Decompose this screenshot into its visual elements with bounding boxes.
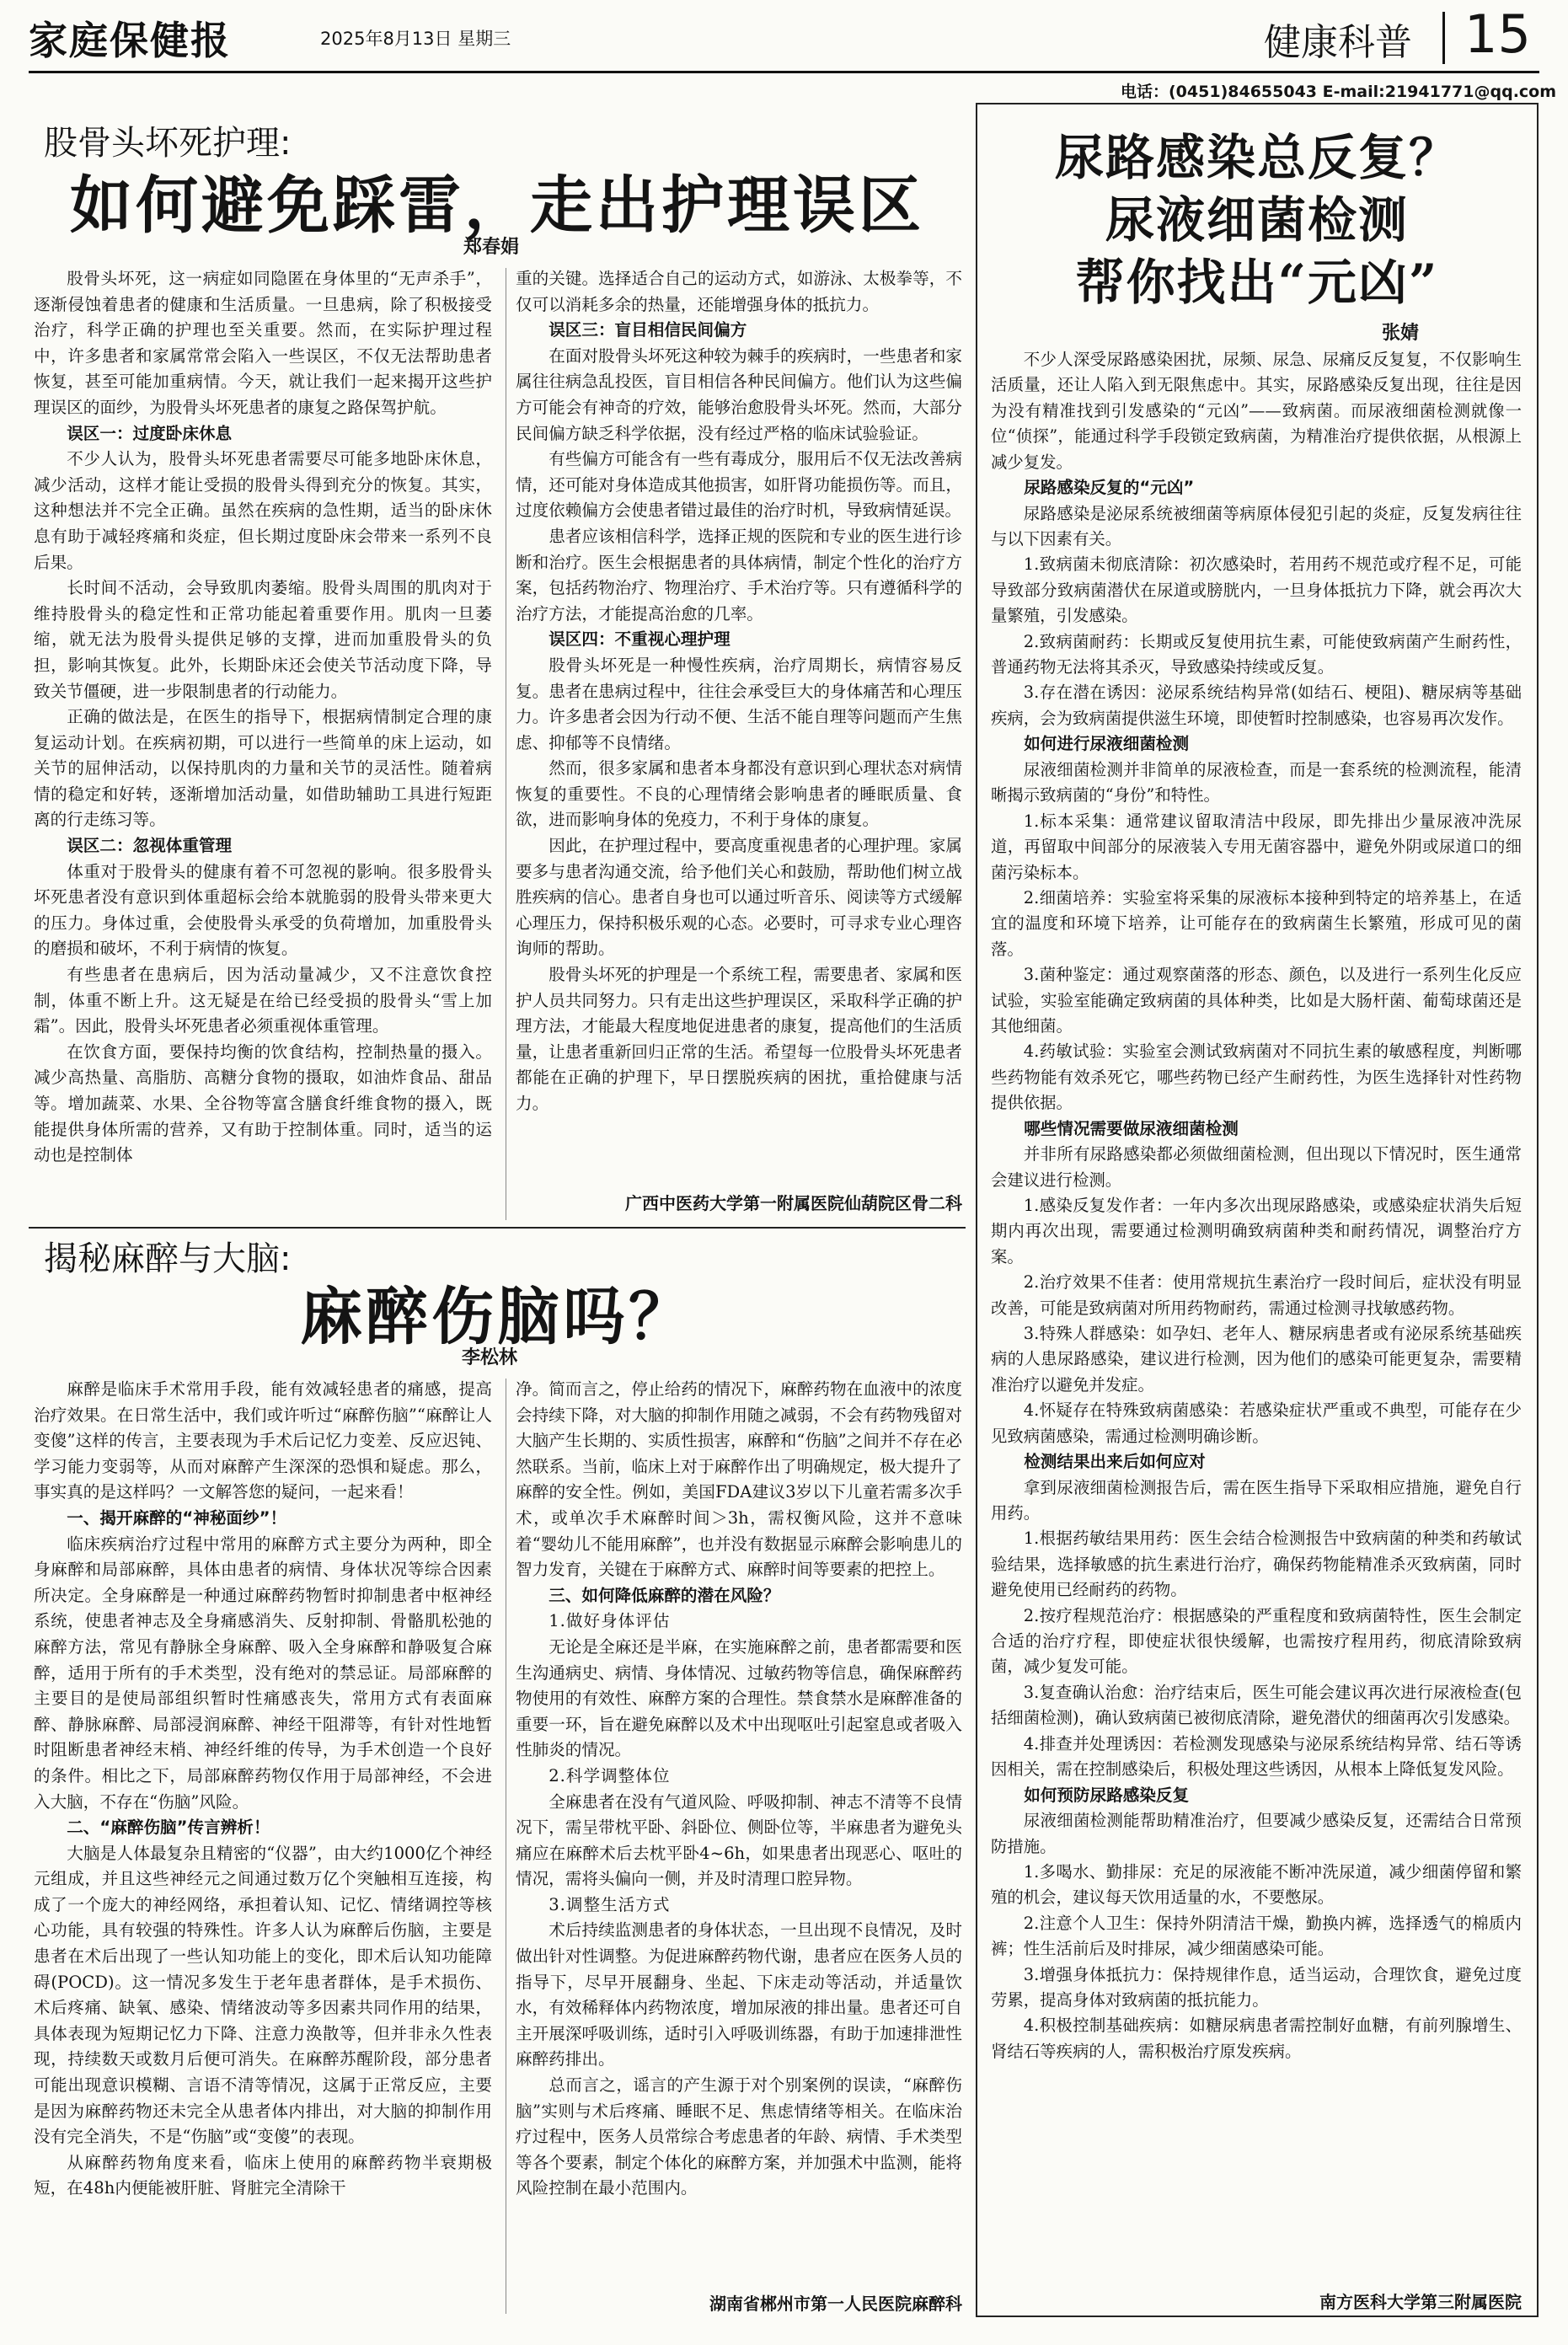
paragraph: 尿路感染是泌尿系统被细菌等病原体侵犯引起的炎症，反复发病往往与以下因素有关。 — [991, 503, 1522, 549]
paragraph: 然而，很多家属和患者本身都没有意识到心理状态对病情恢复的重要性。不良的心理情绪会影响患者的睡眠质量、食欲，进而影响身体的免疫力，不利于身体的康复。 — [516, 758, 962, 830]
paragraph: 全麻患者在没有气道风险、呼吸抑制、神志不清等不良情况下，需呈带枕平卧、斜卧位、侧卧位等，半麻患者为避免头痛应在麻醉术后去枕平卧4~6h，如果患者出现恶心、呕吐的情况，需将头偏向一侧，并及时清理口腔异物。 — [516, 1791, 962, 1889]
paragraph: 1.根据药敏结果用药：医生会结合检测报告中致病菌的种类和药敏试验结果，选择敏感的抗生素进行治疗，确保药物能精准杀灭致病菌，同时避免使用已经耐药的药物。 — [991, 1529, 1522, 1600]
paragraph: 不少人认为，股骨头坏死患者需要尽可能多地卧床休息，减少活动，这样才能让受损的股骨头得到充分的恢复。其实，这种想法并不完全正确。虽然在疾病的急性期，适当的卧床休息有助于减轻疼痛和炎症，但长期过度卧床会带来一系列不良后果。 — [34, 449, 492, 572]
article3-affiliation: 南方医科大学第三附属医院 — [1319, 2292, 1522, 2312]
paragraph: 总而言之，谣言的产生源于对个别案例的误读，“麻醉伤脑”实则与术后疼痛、睡眠不足、焦虑情绪等相关。在临床治疗过程中，医务人员常综合考虑患者的年龄、病情、手术类型等各个要素，制定个体化的麻醉方案，并加强术中监测，能将风险控制在最小范围内。 — [516, 2075, 962, 2198]
paragraph: 股骨头坏死，这一病症如同隐匿在身体里的“无声杀手”，逐渐侵蚀着患者的健康和生活质量。一旦患病，除了积极接受治疗，科学正确的护理也至关重要。然而，在实际护理过程中，许多患者和家属常常会陷入一些误区，不仅无法帮助患者恢复，甚至可能加重病情。今天，就让我们一起来揭开这些护理误区的面纱，为股骨头坏死患者的康复之路保驾护航。 — [34, 269, 492, 417]
paragraph: 术后持续监测患者的身体状态，一旦出现不良情况，及时做出针对性调整。为促进麻醉药物代谢，患者应在医务人员的指导下，尽早开展翻身、坐起、下床走动等活动，并适量饮水，有效稀释体内药物浓度，增加尿液的排出量。患者还可自主开展深呼吸训练，适时引入呼吸训练器，有助于加速排泄性麻醉药排出。 — [516, 1920, 962, 2069]
article3-headline-line-1: 尿路感染总反复？ — [1054, 129, 1459, 186]
paragraph: 患者应该相信科学，选择正规的医院和专业的医生进行诊断和治疗。医生会根据患者的具体病情，制定个性化的治疗方案，包括药物治疗、物理治疗、手术治疗等。只有遵循科学的治疗方法，才能提高治愈的几率。 — [516, 526, 962, 624]
article1-kicker: 股骨头坏死护理: — [44, 124, 292, 163]
paragraph: 长时间不活动，会导致肌肉萎缩。股骨头周围的肌肉对于维持股骨头的稳定性和正常功能起着重要作用。肌肉一旦萎缩，就无法为股骨头提供足够的支撑，进而加重股骨头的负担，影响其恢复。此外，长期卧床还会使关节活动度下降，导致关节僵硬，进一步限制患者的行动能力。 — [34, 578, 492, 701]
paragraph: 3.特殊人群感染：如孕妇、老年人、糖尿病患者或有泌尿系统基础疾病的人患尿路感染，建议进行检测，因为他们的感染可能更复杂，需要精准治疗以避免并发症。 — [991, 1324, 1522, 1395]
paragraph: 有些偏方可能含有一些有毒成分，服用后不仅无法改善病情，还可能对身体造成其他损害，如肝肾功能损伤等。而且，过度依赖偏方会使患者错过最佳的治疗时机，导致病情延误。 — [516, 449, 962, 521]
paragraph: 2.按疗程规范治疗：根据感染的严重程度和致病菌特性，医生会制定合适的治疗疗程，即使症状很快缓解，也需按疗程用药，彻底清除致病菌，减少复发可能。 — [991, 1605, 1522, 1677]
section-divider — [1442, 12, 1445, 64]
paragraph: 1.多喝水、勤排尿：充足的尿液能不断冲洗尿道，减少细菌停留和繁殖的机会，建议每天饮用适量的水，不要憋尿。 — [991, 1861, 1522, 1908]
paragraph: 股骨头坏死是一种慢性疾病，治疗周期长，病情容易反复。患者在患病过程中，往往会承受巨大的身体痛苦和心理压力。许多患者会因为行动不便、生活不能自理等问题而产生焦虑、抑郁等不良情绪。 — [516, 655, 962, 752]
paragraph: 3.复查确认治愈：治疗结束后，医生可能会建议再次进行尿液检查(包括细菌检测)，确认致病菌已被彻底清除，避免潜伏的细菌再次引发感染。 — [991, 1682, 1522, 1728]
section-heading: 一、揭开麻醉的“神秘面纱”！ — [67, 1507, 287, 1528]
article3-author: 张婧 — [1382, 323, 1420, 344]
paragraph: 正确的做法是，在医生的指导下，根据病情制定合理的康复运动计划。在疾病初期，可以进行一些简单的床上运动，如关节的屈伸活动，以保持肌肉的力量和关节的灵活性。随着病情的稳定和好转，逐渐增加活动量，如借助辅助工具进行短距离的行走练习等。 — [34, 707, 492, 830]
paragraph: 因此，在护理过程中，要高度重视患者的心理护理。家属要多与患者沟通交流，给予他们关心和鼓励，帮助他们树立战胜疾病的信心。患者自身也可以通过听音乐、阅读等方式缓解心理压力，保持积极乐观的心态。必要时，可寻求专业心理咨询师的帮助。 — [516, 836, 962, 959]
article2-author: 李松林 — [462, 1347, 518, 1368]
section-heading: 误区四：不重视心理护理 — [549, 629, 730, 650]
article1-column-2 — [516, 266, 962, 1117]
article3-body — [991, 347, 1522, 2064]
paragraph: 2.治疗效果不佳者：使用常规抗生素治疗一段时间后，症状没有明显改善，可能是致病菌对所用药物耐药，需通过检测寻找敏感药物。 — [991, 1272, 1522, 1318]
paragraph: 并非所有尿路感染都必须做细菌检测，但出现以下情况时，医生通常会建议进行检测。 — [991, 1144, 1522, 1190]
paragraph: 4.排查并处理诱因：若检测发现感染与泌尿系统结构异常、结石等诱因相关，需在控制感染后，积极处理这些诱因，从根本上降低复发风险。 — [991, 1733, 1522, 1780]
paragraph: 尿液细菌检测能帮助精准治疗，但要减少感染反复，还需结合日常预防措施。 — [991, 1811, 1522, 1856]
paragraph: 重的关键。选择适合自己的运动方式，如游泳、太极拳等，不仅可以消耗多余的热量，还能增强身体的抵抗力。 — [516, 269, 962, 314]
article3-headline — [976, 126, 1539, 313]
contact-info: 电话：(0451)84655043 E-mail:21941771@qq.com — [1121, 83, 1557, 101]
paragraph: 无论是全麻还是半麻，在实施麻醉之前，患者都需要和医生沟通病史、病情、身体情况、过敏药物等信息，确保麻醉药物使用的有效性、麻醉方案的合理性。禁食禁水是麻醉准备的重要一环，旨在避免麻醉以及术中出现呕吐引起窒息或者吸入性肺炎的情况。 — [516, 1636, 962, 1760]
paragraph: 有些患者在患病后，因为活动量减少，又不注意饮食控制，体重不断上升。这无疑是在给已经受损的股骨头“雪上加霜”。因此，股骨头坏死患者必须重视体重管理。 — [34, 965, 492, 1036]
paragraph: 麻醉是临床手术常用手段，能有效减轻患者的痛感，提高治疗效果。在日常生活中，我们或许听过“麻醉伤脑”“麻醉让人变傻”这样的传言，主要表现为手术后记忆力变差、反应迟钝、学习能力变弱等，从而对麻醉产生深深的恐惧和疑虑。那么，事实真的是这样吗？一文解答您的疑问，一起来看！ — [34, 1379, 492, 1502]
paragraph: 体重对于股骨头的健康有着不可忽视的影响。很多股骨头坏死患者没有意识到体重超标会给本就脆弱的股骨头带来更大的压力。身体过重，会使股骨头承受的负荷增加，加重股骨头的磨损和破坏，不利于病情的恢复。 — [34, 861, 492, 959]
article1-headline: 如何避免踩雷，走出护理误区 — [70, 169, 924, 242]
masthead: 家庭保健报 — [29, 18, 231, 63]
paragraph: 2.致病菌耐药：长期或反复使用抗生素，可能使致病菌产生耐药性，普通药物无法将其杀灭，导致感染持续或反复。 — [991, 631, 1522, 677]
paragraph: 在饮食方面，要保持均衡的饮食结构，控制热量的摄入。减少高热量、高脂肪、高糖分食物的摄取，如油炸食品、甜品等。增加蔬菜、水果、全谷物等富含膳食纤维食物的摄入，既能提供身体所需的营养，又有助于控制体重。同时，适当的运动也是控制体 — [34, 1041, 492, 1165]
paragraph: 不少人深受尿路感染困扰，尿频、尿急、尿痛反反复复，不仅影响生活质量，还让人陷入到无限焦虑中。其实，尿路感染反复出现，往往是因为没有精准找到引发感染的“元凶”——致病菌。而尿液细菌检测就像一位“侦探”，能通过科学手段锁定致病菌，为精准治疗提供依据，从根源上减少复发。 — [991, 350, 1522, 472]
paragraph: 3.增强身体抵抗力：保持规律作息，适当运动，合理饮食，避免过度劳累，提高身体对致病菌的抵抗能力。 — [991, 1964, 1522, 2010]
subsection-heading: 3.调整生活方式 — [549, 1894, 671, 1914]
article1-author: 郑春娟 — [463, 237, 520, 258]
subsection-heading: 2.科学调整体位 — [549, 1765, 671, 1786]
paragraph: 股骨头坏死的护理是一个系统工程，需要患者、家属和医护人员共同努力。只有走出这些护理误区，采取科学正确的护理方法，才能最大程度地促进患者的康复，提高他们的生活质量，让患者重新回归正常的生活。希望每一位股骨头坏死患者都能在正确的护理下，早日摆脱疾病的困扰，重拾健康与活力。 — [516, 965, 962, 1113]
section-heading: 误区二：忽视体重管理 — [67, 836, 233, 856]
paragraph: 1.感染反复发作者：一年内多次出现尿路感染，或感染症状消失后短期内再次出现，需要通过检测明确致病菌种类和耐药情况，调整治疗方案。 — [991, 1195, 1522, 1266]
paragraph: 2.细菌培养：实验室将采集的尿液标本接种到特定的培养基上，在适宜的温度和环境下培养，让可能存在的致病菌生长繁殖，形成可见的菌落。 — [991, 887, 1522, 959]
section-heading: 如何预防尿路感染反复 — [1024, 1785, 1190, 1805]
article-separator — [29, 1227, 966, 1229]
article2-column-1 — [34, 1377, 492, 2202]
article1-column-1 — [34, 266, 492, 1169]
header-rule — [29, 71, 1539, 73]
section-heading: 二、“麻醉伤脑”传言辨析！ — [67, 1818, 270, 1838]
paragraph: 4.积极控制基础疾病：如糖尿病患者需控制好血糖，有前列腺增生、肾结石等疾病的人，需积极治疗原发疾病。 — [991, 2016, 1522, 2061]
section-heading: 检测结果出来后如何应对 — [1024, 1452, 1206, 1472]
article2-kicker: 揭秘麻醉与大脑: — [44, 1239, 292, 1278]
paragraph: 2.注意个人卫生：保持外阴清洁干燥，勤换内裤，选择透气的棉质内裤；性生活前后及时排尿，减少细菌感染可能。 — [991, 1913, 1522, 1959]
article1-affiliation: 广西中医药大学第一附属医院仙葫院区骨二科 — [625, 1193, 962, 1213]
article2-headline: 麻醉伤脑吗？ — [300, 1281, 694, 1353]
section-heading: 如何进行尿液细菌检测 — [1024, 734, 1190, 754]
paragraph: 从麻醉药物角度来看，临床上使用的麻醉药物半衰期极短，在48h内便能被肝脏、肾脏完全清除干 — [34, 2152, 492, 2198]
paragraph: 3.存在潜在诱因：泌尿系统结构异常(如结石、梗阻)、糖尿病等基础疾病，会为致病菌提供滋生环境，即使暂时控制感染，也容易再次发作。 — [991, 683, 1522, 728]
section-heading: 三、如何降低麻醉的潜在风险？ — [549, 1585, 780, 1605]
section-name: 健康科普 — [1264, 21, 1412, 64]
paragraph: 4.怀疑存在特殊致病菌感染：若感染症状严重或不典型，可能存在少见致病菌感染，需通过检测明确诊断。 — [991, 1400, 1522, 1446]
subsection-heading: 1.做好身体评估 — [549, 1611, 671, 1631]
article3-headline-line-2: 尿液细菌检测 — [1105, 191, 1409, 249]
paragraph: 4.药敏试验：实验室会测试致病菌对不同抗生素的敏感程度，判断哪些药物能有效杀死它，哪些药物已经产生耐药性，为医生选择针对性药物提供依据。 — [991, 1041, 1522, 1113]
paragraph: 尿液细菌检测并非简单的尿液检查，而是一套系统的检测流程，能清晰揭示致病菌的“身份”和特性。 — [991, 759, 1522, 806]
paragraph: 拿到尿液细菌检测报告后，需在医生指导下采取相应措施，避免自行用药。 — [991, 1477, 1522, 1523]
section-heading: 尿路感染反复的“元凶” — [1024, 478, 1195, 498]
article2-affiliation: 湖南省郴州市第一人民医院麻醉科 — [709, 2294, 962, 2314]
issue-date: 2025年8月13日 星期三 — [320, 29, 511, 49]
paragraph: 在面对股骨头坏死这种较为棘手的疾病时，一些患者和家属往往病急乱投医，盲目相信各种民间偏方。他们认为这些偏方可能会有神奇的疗效，能够治愈股骨头坏死。然而，大部分民间偏方缺乏科学依据，没有经过严格的临床试验验证。 — [516, 345, 962, 443]
paragraph: 净。简而言之，停止给药的情况下，麻醉药物在血液中的浓度会持续下降，对大脑的抑制作用随之减弱，不会有药物残留对大脑产生长期的、实质性损害，麻醉和“伤脑”之间并不存在必然联系。当前，临床上对于麻醉作出了明确规定，极大提升了麻醉的安全性。例如，美国FDA建议3岁以下儿童若需多次手术，或单次手术麻醉时间＞3h，需权衡风险，这并不意味着“婴幼儿不能用麻醉”，也并没有数据显示麻醉会影响患儿的智力发育，关键在于麻醉方式、麻醉时间等要素的把控上。 — [516, 1379, 962, 1580]
section-heading: 误区三：盲目相信民间偏方 — [549, 320, 747, 340]
paragraph: 3.菌种鉴定：通过观察菌落的形态、颜色，以及进行一系列生化反应试验，实验室能确定致病菌的具体种类，比如是大肠杆菌、葡萄球菌还是其他细菌。 — [991, 965, 1522, 1036]
article3-headline-line-3: 帮你找出“元凶” — [1075, 254, 1439, 311]
paragraph: 大脑是人体最复杂且精密的“仪器”，由大约1000亿个神经元组成，并且这些神经元之间通过数万亿个突触相互连接，构成了一个庞大的神经网络，承担着认知、记忆、情绪调控等核心功能，具有较强的特殊性。许多人认为麻醉后伤脑，主要是患者在术后出现了一些认知功能上的变化，即术后认知功能障碍(POCD)。这一情况多发生于老年患者群体，是手术损伤、术后疼痛、缺氧、感染、情绪波动等多因素共同作用的结果，具体表现为短期记忆力下降、注意力涣散等，但并非永久性表现，持续数天或数月后便可消失。在麻醉苏醒阶段，部分患者可能出现意识模糊、言语不清等情况，这属于正常反应，主要是因为麻醉药物还未完全从患者体内排出，对大脑的抑制作用没有完全消失，不是“伤脑”或“变傻”的表现。 — [34, 1843, 492, 2147]
section-heading: 哪些情况需要做尿液细菌检测 — [1024, 1118, 1239, 1138]
paragraph: 临床疾病治疗过程中常用的麻醉方式主要分为两种，即全身麻醉和局部麻醉，具体由患者的病情、身体状况等综合因素所决定。全身麻醉是一种通过麻醉药物暂时抑制患者中枢神经系统，使患者神志及全身痛感消失、反射抑制、骨骼肌松弛的麻醉方法，常见有静脉全身麻醉、吸入全身麻醉和静吸复合麻醉，适用于所有的手术类型，没有绝对的禁忌证。局部麻醉的主要目的是使局部组织暂时性痛感丧失，常用方式有表面麻醉、静脉麻醉、局部浸润麻醉、神经干阻滞等，有针对性地暂时阻断患者神经末梢、神经纤维的传导，为手术创造一个良好的条件。相比之下，局部麻醉药物仅作用于局部神经，不会进入大脑，不存在“伤脑”风险。 — [34, 1534, 492, 1812]
page-number: 15 — [1464, 3, 1531, 65]
paragraph: 1.标本采集：通常建议留取清洁中段尿，即先排出少量尿液冲洗尿道，再留取中间部分的尿液装入专用无菌容器中，避免外阴或尿道口的细菌污染标本。 — [991, 811, 1522, 882]
article2-column-2 — [516, 1377, 962, 2202]
paragraph: 1.致病菌未彻底清除：初次感染时，若用药不规范或疗程不足，可能导致部分致病菌潜伏在尿道或膀胱内，一旦身体抵抗力下降，就会再次大量繁殖，引发感染。 — [991, 554, 1522, 626]
section-heading: 误区一：过度卧床休息 — [67, 423, 233, 443]
